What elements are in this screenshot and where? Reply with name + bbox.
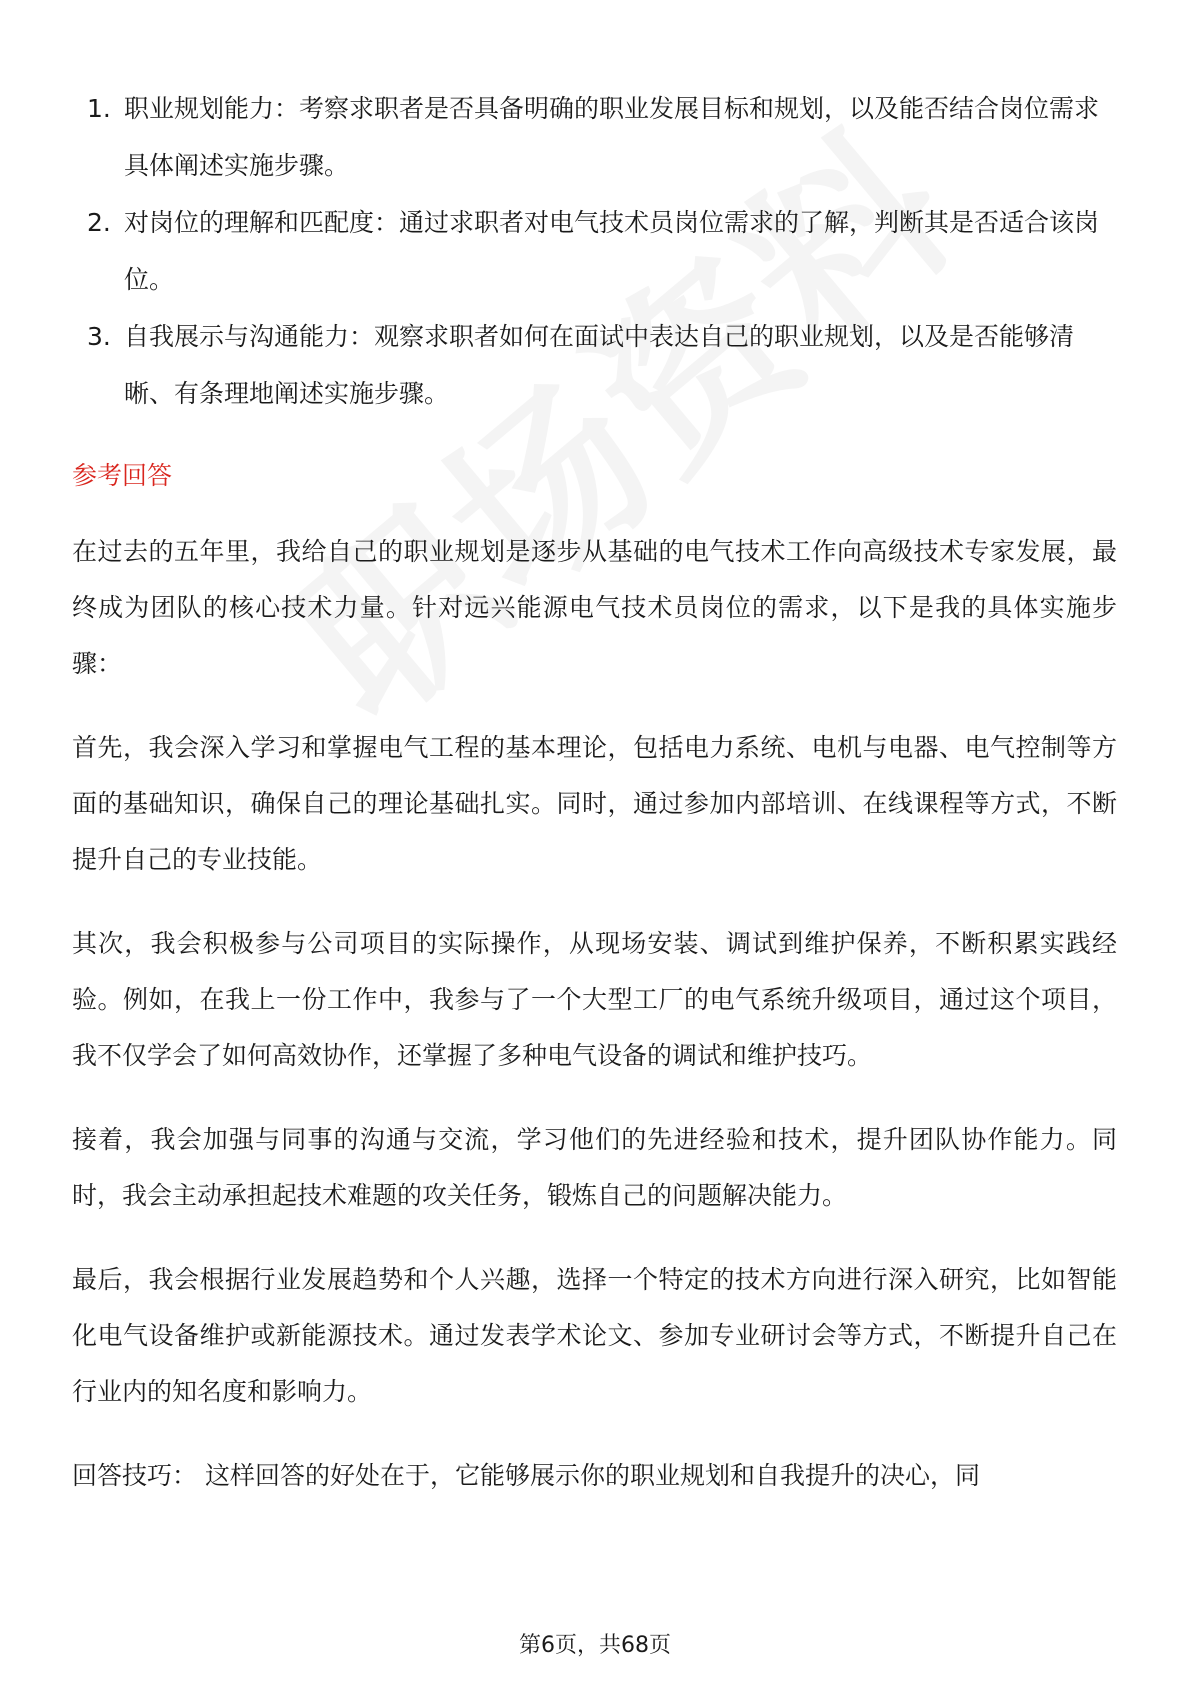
answer-paragraph: 接着，我会加强与同事的沟通与交流，学习他们的先进经验和技术，提升团队协作能力。同时，我会主动承担起技术难题的攻关任务，锻炼自己的问题解决能力。 [72, 1125, 1117, 1210]
answer-tip-paragraph: 回答技巧： 这样回答的好处在于，它能够展示你的职业规划和自我提升的决心，同 [72, 1461, 980, 1490]
criteria-text: 对岗位的理解和匹配度：通过求职者对电气技术员岗位需求的了解，判断其是否适合该岗位。 [124, 208, 1100, 294]
answer-paragraph: 最后，我会根据行业发展趋势和个人兴趣，选择一个特定的技术方向进行深入研究，比如智能化电气设备维护或新能源技术。通过发表学术论文、参加专业研讨会等方式，不断提升自己在行业内的知名度和影响力。 [72, 1265, 1117, 1406]
criteria-number: 1. [87, 94, 111, 123]
answer-paragraph: 首先，我会深入学习和掌握电气工程的基本理论，包括电力系统、电机与电器、电气控制等方面的基础知识，确保自己的理论基础扎实。同时，通过参加内部培训、在线课程等方式，不断提升自己的专业技能。 [72, 733, 1117, 874]
criteria-number: 2. [87, 208, 111, 237]
answer-paragraph: 其次，我会积极参与公司项目的实际操作，从现场安装、调试到维护保养，不断积累实践经验。例如，在我上一份工作中，我参与了一个大型工厂的电气系统升级项目，通过这个项目，我不仅学会了如何高效协作，还掌握了多种电气设备的调试和维护技巧。 [72, 929, 1117, 1070]
page-content [72, 80, 1117, 1532]
criteria-text: 自我展示与沟通能力：观察求职者如何在面试中表达自己的职业规划，以及是否能够清晰、有条理地阐述实施步骤。 [124, 322, 1075, 408]
criteria-item [72, 308, 1117, 422]
criteria-item [72, 80, 1117, 194]
criteria-text: 职业规划能力：考察求职者是否具备明确的职业发展目标和规划，以及能否结合岗位需求具体阐述实施步骤。 [124, 94, 1100, 180]
criteria-list [72, 80, 1117, 422]
answer-paragraph: 在过去的五年里，我给自己的职业规划是逐步从基础的电气技术工作向高级技术专家发展，最终成为团队的核心技术力量。针对远兴能源电气技术员岗位的需求，以下是我的具体实施步骤： [72, 537, 1117, 678]
page-footer: 第6页，共68页 [519, 1633, 671, 1658]
reference-answer-heading: 参考回答 [72, 461, 173, 490]
criteria-number: 3. [87, 322, 111, 351]
criteria-item [72, 194, 1117, 308]
